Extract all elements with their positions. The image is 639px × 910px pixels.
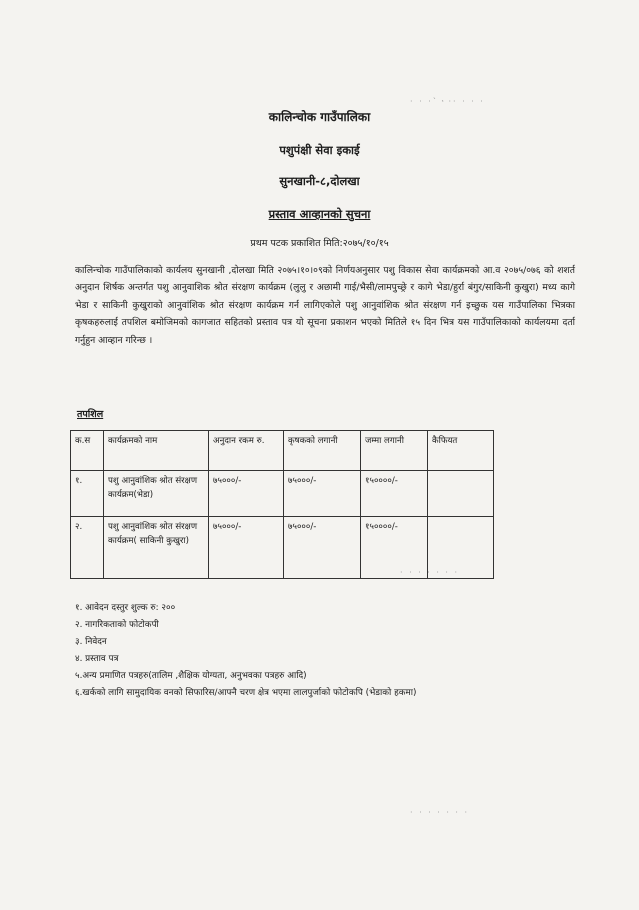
cell-program: पशु आनुवांशिक श्रोत संरक्षण कार्यक्रम( साकिनी कुखुरा) xyxy=(104,517,209,579)
cell-grant: ७५०००/- xyxy=(209,517,284,579)
cell-sn: २. xyxy=(71,517,104,579)
published-date: प्रथम पटक प्रकाशित मिति:२०७५/१०/१५ xyxy=(250,238,389,249)
col-header-program: कार्यक्रमको नाम xyxy=(104,431,209,471)
cell-remarks xyxy=(428,471,494,517)
list-item: ६.खर्कको लागि सामुदायिक वनको सिफारिस/आफ्नै चरण क्षेत्र भएमा लालपुर्जाको फोटोकपि (भेडाको हकमा) xyxy=(75,688,417,698)
stamp-smudge: · · ·`ㆍ·· · · · xyxy=(410,97,485,106)
cell-total: १५००००/- xyxy=(361,471,428,517)
municipality-title: कालिन्चोक गाउँपालिका xyxy=(268,110,371,124)
list-item: ४. प्रस्ताव पत्र xyxy=(75,654,119,664)
cell-grant: ७५०००/- xyxy=(209,471,284,517)
cell-program: पशु आनुवांशिक श्रोत संरक्षण कार्यक्रम(भेडा) xyxy=(104,471,209,517)
location-title: सुनखानी-८,दोलखा xyxy=(279,174,360,188)
stamp-smudge: · · · · · · · xyxy=(410,808,470,817)
col-header-farmer-investment: कृषकको लगानी xyxy=(284,431,361,471)
cell-total: १५००००/- xyxy=(361,517,428,579)
notice-title: प्रस्ताव आव्हानको सुचना xyxy=(268,207,371,221)
requirements-list xyxy=(75,600,416,702)
list-item: ५.अन्य प्रमाणित पत्रहरु(तालिम ,शैक्षिक योग्यता, अनुभवका पत्रहरु आदि) xyxy=(75,671,307,681)
stamp-smudge: · · · · · · · xyxy=(400,568,460,577)
col-header-grant: अनुदान रकम रु. xyxy=(209,431,284,471)
details-caption: तपशिल xyxy=(77,409,104,420)
table-header-row xyxy=(71,431,494,471)
cell-farmer-investment: ७५०००/- xyxy=(284,471,361,517)
notice-paragraph: कालिन्चोक गाउँपालिकाको कार्यलय सुनखानी ,दोलखा मिति २०७५।१०।०९को निर्णयअनुसार पशु विकास सेवा कार्यक्रमको आ.व २०७५/०७६ को शशर्त अनुदान शिर्षक अन्तर्गत पशु आनुवाशिक श्रोत संरक्षण कार्यक्रम (लुलु र अछामी गाई/भैसी/लामपुच्छ्रे र कागे भेडा/हुर्रा बंगुर/साकिनी कुखुरा) मध्य कागे भेडा र साकिनी कुखुराको आनुवांशिक श्रोत संरक्षण कार्यक्रम गर्न लागिएकोले पशु आनुवांशिक श्रोत संरक्षण गर्न इच्छुक यस गाउँपालिका भित्रका कृषकहरुलाई तपशिल बमोजिमको कागजात सहितको प्रस्ताव पत्र यो सूचना प्रकाशन भएको मितिले १५ दिन भित्र यस गाउँपालिकाको कार्यलयमा दर्ता गर्नुहुन आव्हान गरिन्छ । xyxy=(75,265,575,346)
list-item: १. आवेदन दस्तुर शुल्क रु: २०० xyxy=(75,603,176,613)
cell-farmer-investment: ७५०००/- xyxy=(284,517,361,579)
unit-title: पशुपंक्षी सेवा इकाई xyxy=(279,143,360,157)
details-table xyxy=(70,430,494,579)
list-item: २. नागरिकताको फोटोकपी xyxy=(75,620,159,630)
cell-sn: १. xyxy=(71,471,104,517)
col-header-remarks: कैफियत xyxy=(428,431,494,471)
col-header-sn: क.स xyxy=(71,431,104,471)
table-row xyxy=(71,471,494,517)
list-item: ३. निवेदन xyxy=(75,637,107,647)
col-header-total: जम्मा लगानी xyxy=(361,431,428,471)
